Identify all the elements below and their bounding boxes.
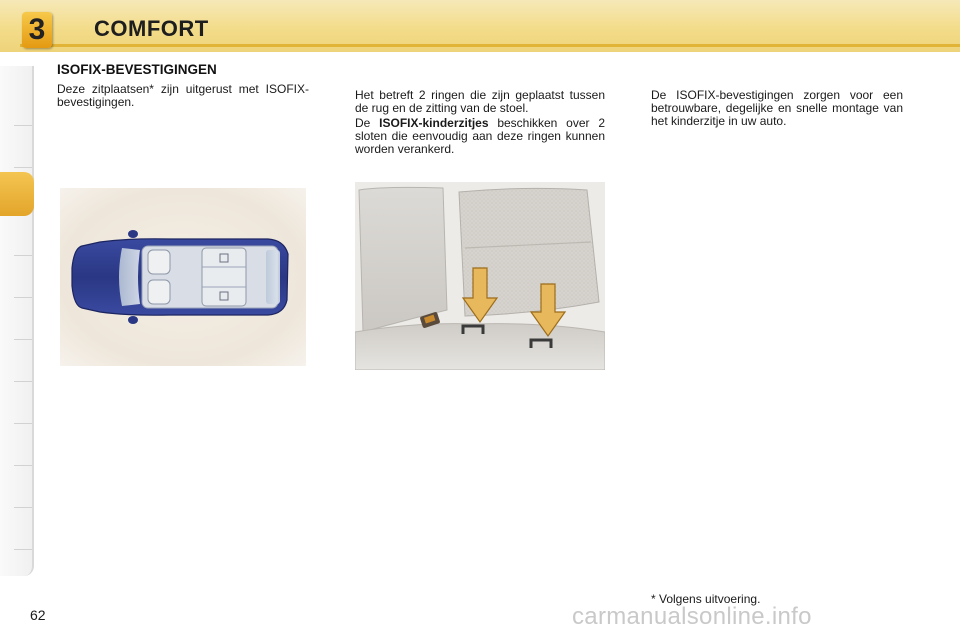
isofix-child-seat-term: ISOFIX-kinderzitjes — [379, 116, 489, 130]
child-seat-prefix: De — [355, 116, 380, 130]
page-number: 62 — [30, 607, 46, 623]
intro-text: Deze zitplaatsen* zijn uitgerust met ISOFIX-bevestigingen. — [57, 82, 309, 109]
chapter-badge: 3 — [22, 12, 52, 48]
chapter-title: COMFORT — [94, 16, 209, 41]
chapter-tab-4[interactable] — [14, 216, 32, 256]
chapter-tab-3-active[interactable] — [0, 172, 34, 216]
rings-description — [355, 89, 605, 158]
chapter-tab-9[interactable] — [14, 426, 32, 466]
car-top-view-illustration — [60, 188, 306, 366]
benefit-text: De ISOFIX-bevestigingen zorgen voor een betrouwbare, degelijke en snelle montage van het kinderzitje in uw auto. — [651, 88, 903, 128]
chapter-tab-2[interactable] — [14, 128, 32, 168]
chapter-tab-5[interactable] — [14, 258, 32, 298]
section-title: ISOFIX-BEVESTIGINGEN — [57, 62, 217, 77]
chapter-tab-11[interactable] — [14, 510, 32, 550]
chapter-tab-6[interactable] — [14, 300, 32, 340]
isofix-seat-illustration — [355, 182, 605, 370]
car-top-view-drawing — [60, 188, 306, 366]
footnote: * Volgens uitvoering. — [651, 592, 761, 606]
chapter-tab-7[interactable] — [14, 342, 32, 382]
header-divider — [20, 44, 960, 47]
chapter-tab-10[interactable] — [14, 468, 32, 508]
rings-paragraph: Het betreft 2 ringen die zijn geplaatst tussen de rug en de zitting van de stoel. — [355, 88, 605, 115]
isofix-seat-drawing — [355, 182, 605, 370]
chapter-tab-1[interactable] — [14, 86, 32, 126]
child-seat-paragraph — [355, 117, 605, 156]
watermark: carmanualsonline.info — [572, 603, 812, 630]
chapter-tab-8[interactable] — [14, 384, 32, 424]
child-seat-suffix: beschikken over 2 sloten die eenvoudig aan deze ringen kunnen worden verankerd. — [355, 116, 605, 156]
chapter-tab-strip — [0, 66, 34, 576]
